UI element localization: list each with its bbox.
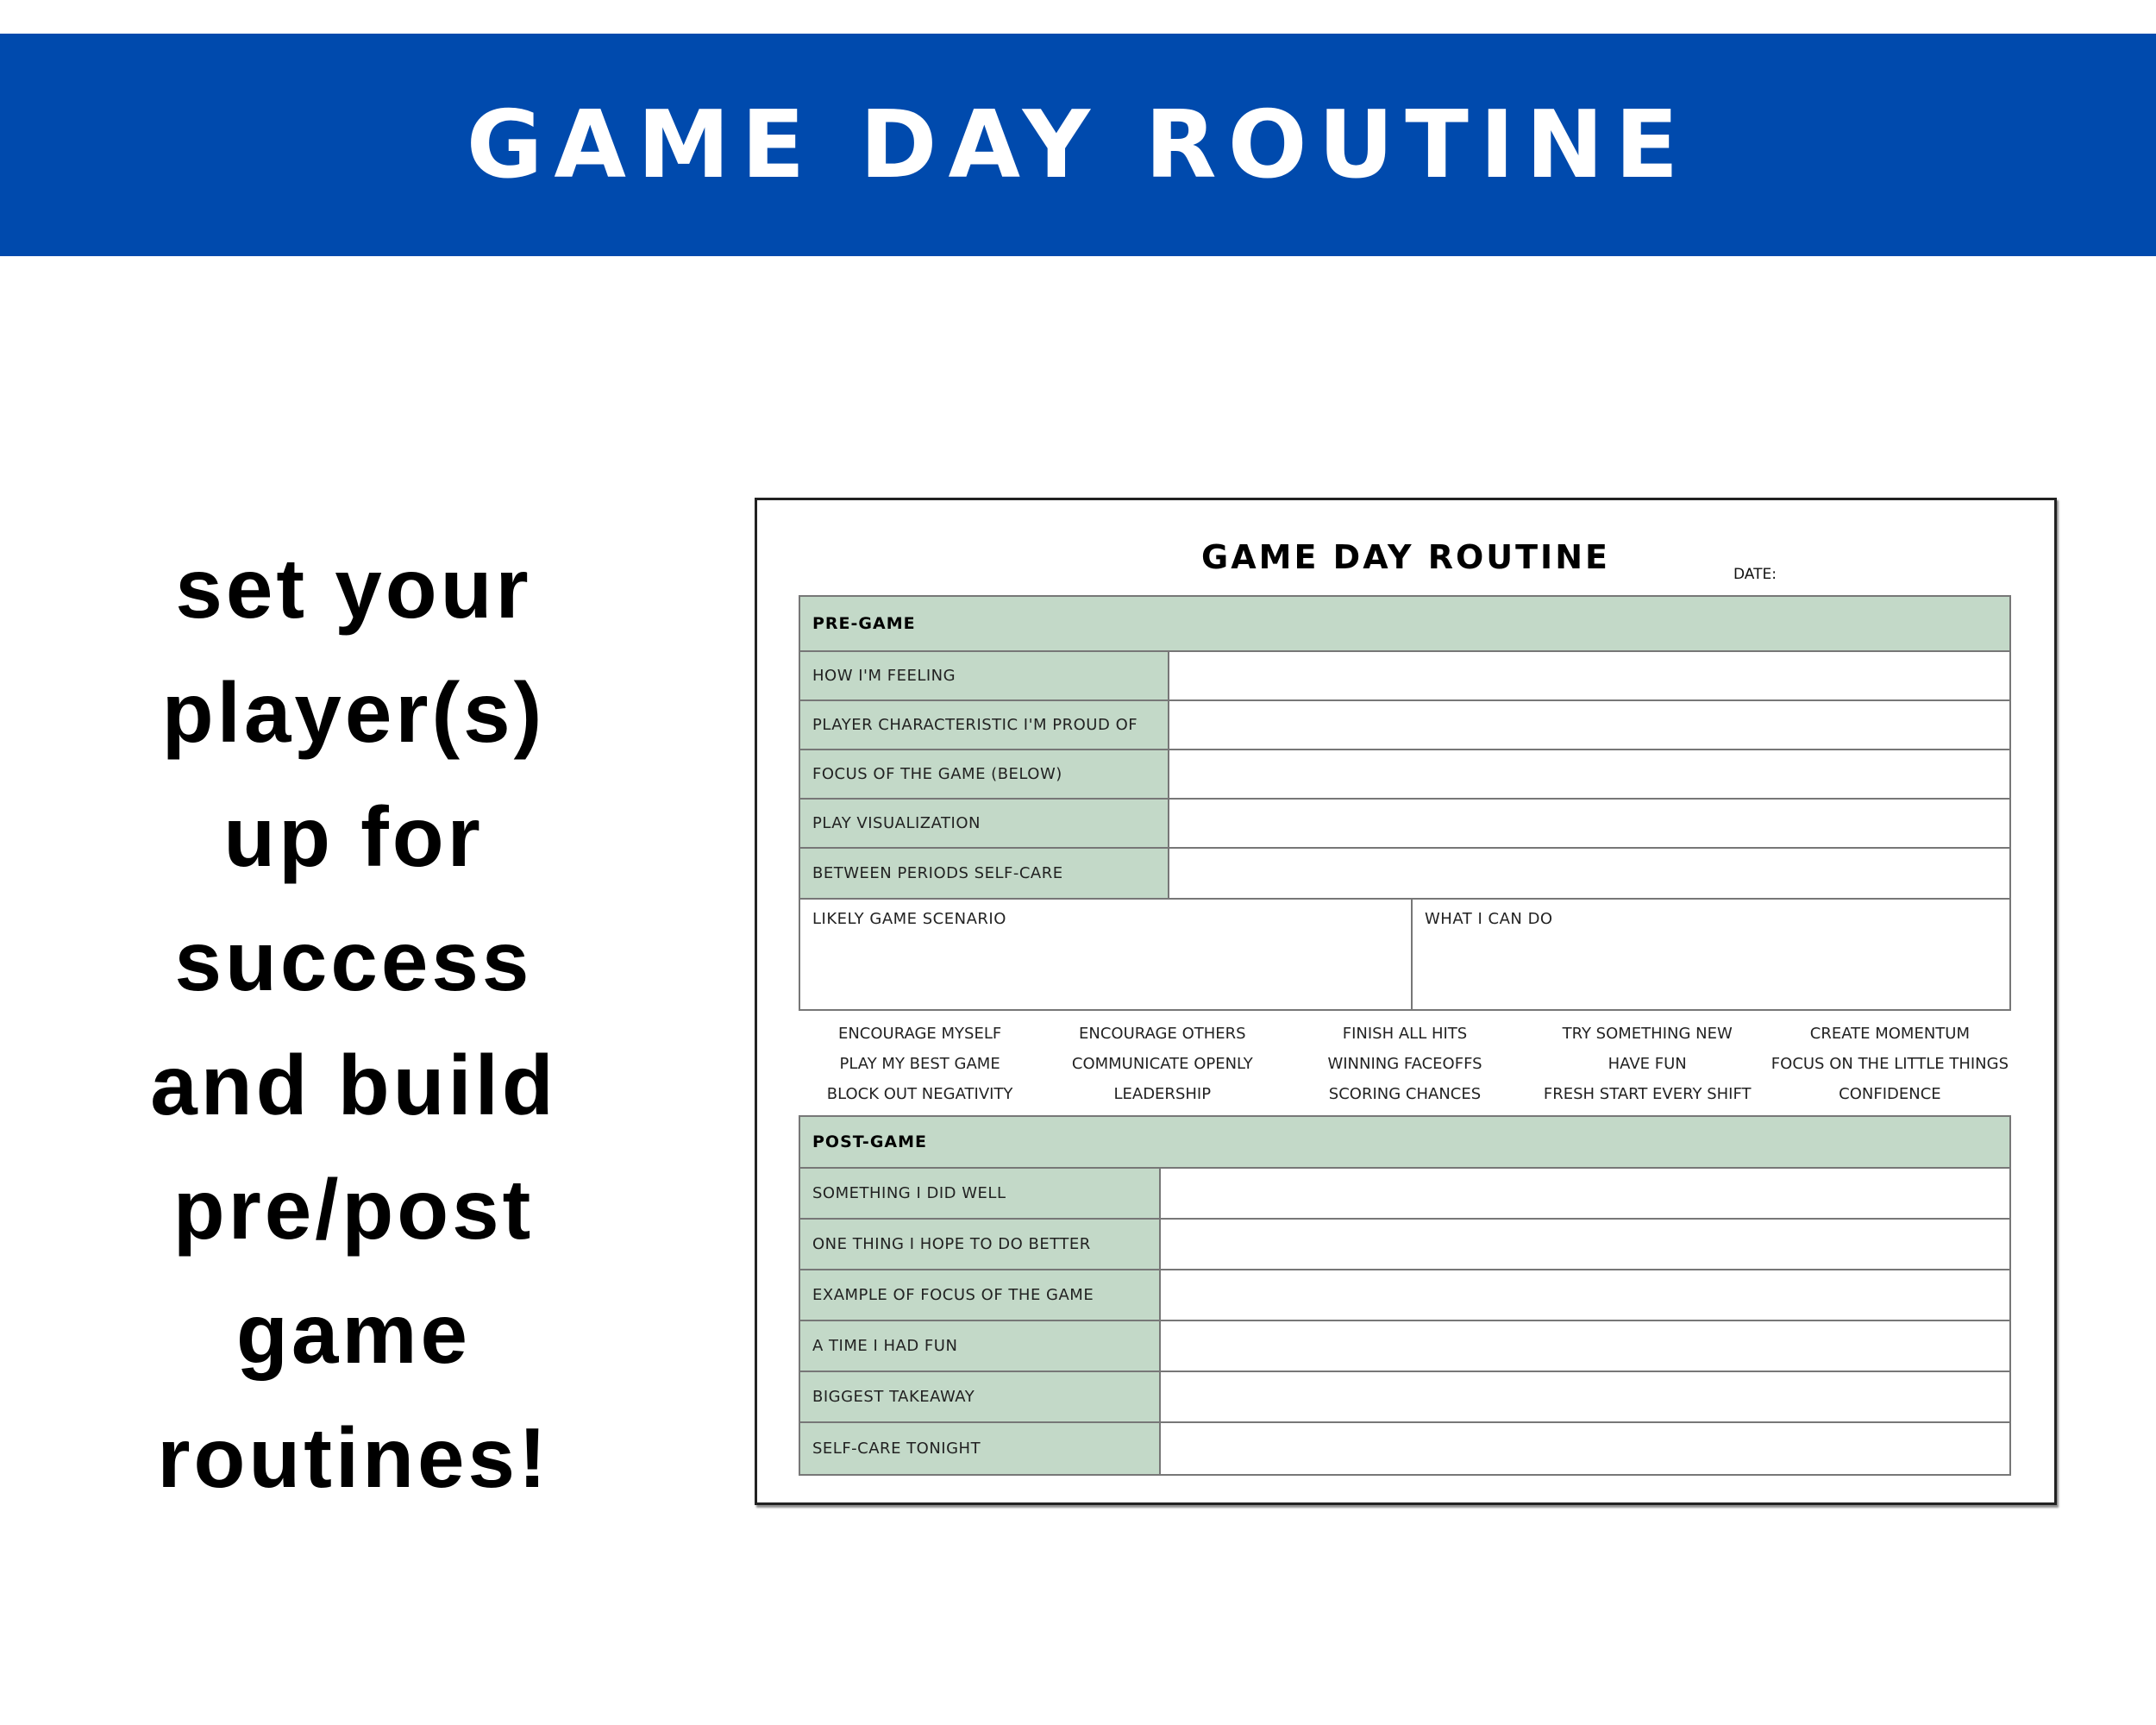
what-i-can-do-box[interactable]: WHAT I CAN DO <box>1425 910 1553 928</box>
focus-option: LEADERSHIP <box>1113 1085 1212 1103</box>
tagline-line: routines! <box>157 1410 550 1505</box>
response-field[interactable] <box>1161 1270 2009 1320</box>
tagline-line: success <box>174 913 533 1008</box>
response-field[interactable] <box>1161 1169 2009 1218</box>
response-field[interactable] <box>1169 750 2009 798</box>
table-row <box>800 1270 2009 1321</box>
focus-option: BLOCK OUT NEGATIVITY <box>826 1085 1013 1103</box>
tagline-line: and build <box>150 1038 557 1132</box>
table-row <box>800 1423 2009 1474</box>
tagline-line: pre/post <box>172 1162 535 1257</box>
response-field[interactable] <box>1161 1423 2009 1474</box>
table-row <box>800 750 2009 800</box>
table-row <box>800 652 2009 701</box>
focus-option: FOCUS ON THE LITTLE THINGS <box>1771 1055 2009 1073</box>
focus-option: WINNING FACEOFFS <box>1327 1055 1482 1073</box>
row-label: SELF-CARE TONIGHT <box>800 1423 1161 1474</box>
focus-option: FINISH ALL HITS <box>1342 1025 1468 1043</box>
row-label: FOCUS OF THE GAME (BELOW) <box>800 750 1169 798</box>
table-row <box>800 1220 2009 1270</box>
response-field[interactable] <box>1161 1321 2009 1371</box>
focus-option: TRY SOMETHING NEW <box>1562 1025 1733 1043</box>
banner-title: GAME DAY ROUTINE <box>466 91 1690 199</box>
response-field[interactable] <box>1169 652 2009 699</box>
row-label: EXAMPLE OF FOCUS OF THE GAME <box>800 1270 1161 1320</box>
focus-option: SCORING CHANCES <box>1328 1085 1482 1103</box>
focus-option: CONFIDENCE <box>1839 1085 1941 1103</box>
row-label: PLAYER CHARACTERISTIC I'M PROUD OF <box>800 701 1169 749</box>
pre-game-heading: PRE-GAME <box>800 597 2009 652</box>
row-label: PLAY VISUALIZATION <box>800 800 1169 847</box>
worksheet-preview <box>755 498 2057 1505</box>
response-field[interactable] <box>1169 701 2009 749</box>
table-row <box>800 1169 2009 1220</box>
table-row <box>800 800 2009 849</box>
focus-option: ENCOURAGE OTHERS <box>1079 1025 1246 1043</box>
focus-options-grid <box>799 1022 2011 1106</box>
row-label: BIGGEST TAKEAWAY <box>800 1372 1161 1421</box>
row-label: ONE THING I HOPE TO DO BETTER <box>800 1220 1161 1269</box>
tagline-line: game <box>235 1286 471 1381</box>
tagline <box>129 526 578 1520</box>
response-field[interactable] <box>1161 1220 2009 1269</box>
response-field[interactable] <box>1169 849 2009 898</box>
focus-option: CREATE MOMENTUM <box>1809 1025 1971 1043</box>
focus-option: ENCOURAGE MYSELF <box>837 1025 1002 1043</box>
row-label: A TIME I HAD FUN <box>800 1321 1161 1371</box>
focus-option: PLAY MY BEST GAME <box>839 1055 1000 1073</box>
row-label: HOW I'M FEELING <box>800 652 1169 699</box>
post-game-heading: POST-GAME <box>800 1117 2009 1169</box>
header-banner <box>0 34 2156 256</box>
row-label: BETWEEN PERIODS SELF-CARE <box>800 849 1169 898</box>
date-label: DATE: <box>1733 566 1777 583</box>
response-field[interactable] <box>1169 800 2009 847</box>
pre-game-table <box>799 595 2011 900</box>
tagline-line: set your <box>175 541 532 636</box>
table-row <box>800 1372 2009 1423</box>
worksheet-title: GAME DAY ROUTINE <box>1201 538 1610 576</box>
focus-option: FRESH START EVERY SHIFT <box>1543 1085 1752 1103</box>
table-row <box>800 1321 2009 1372</box>
table-row <box>800 701 2009 750</box>
post-game-table <box>799 1115 2011 1476</box>
tagline-line: player(s) <box>161 665 546 760</box>
scenario-section <box>799 898 2011 1011</box>
focus-option: HAVE FUN <box>1608 1055 1687 1073</box>
table-row <box>800 849 2009 898</box>
focus-option: COMMUNICATE OPENLY <box>1071 1055 1253 1073</box>
tagline-line: up for <box>223 789 484 884</box>
likely-game-scenario-box[interactable]: LIKELY GAME SCENARIO <box>800 898 1413 1009</box>
row-label: SOMETHING I DID WELL <box>800 1169 1161 1218</box>
response-field[interactable] <box>1161 1372 2009 1421</box>
